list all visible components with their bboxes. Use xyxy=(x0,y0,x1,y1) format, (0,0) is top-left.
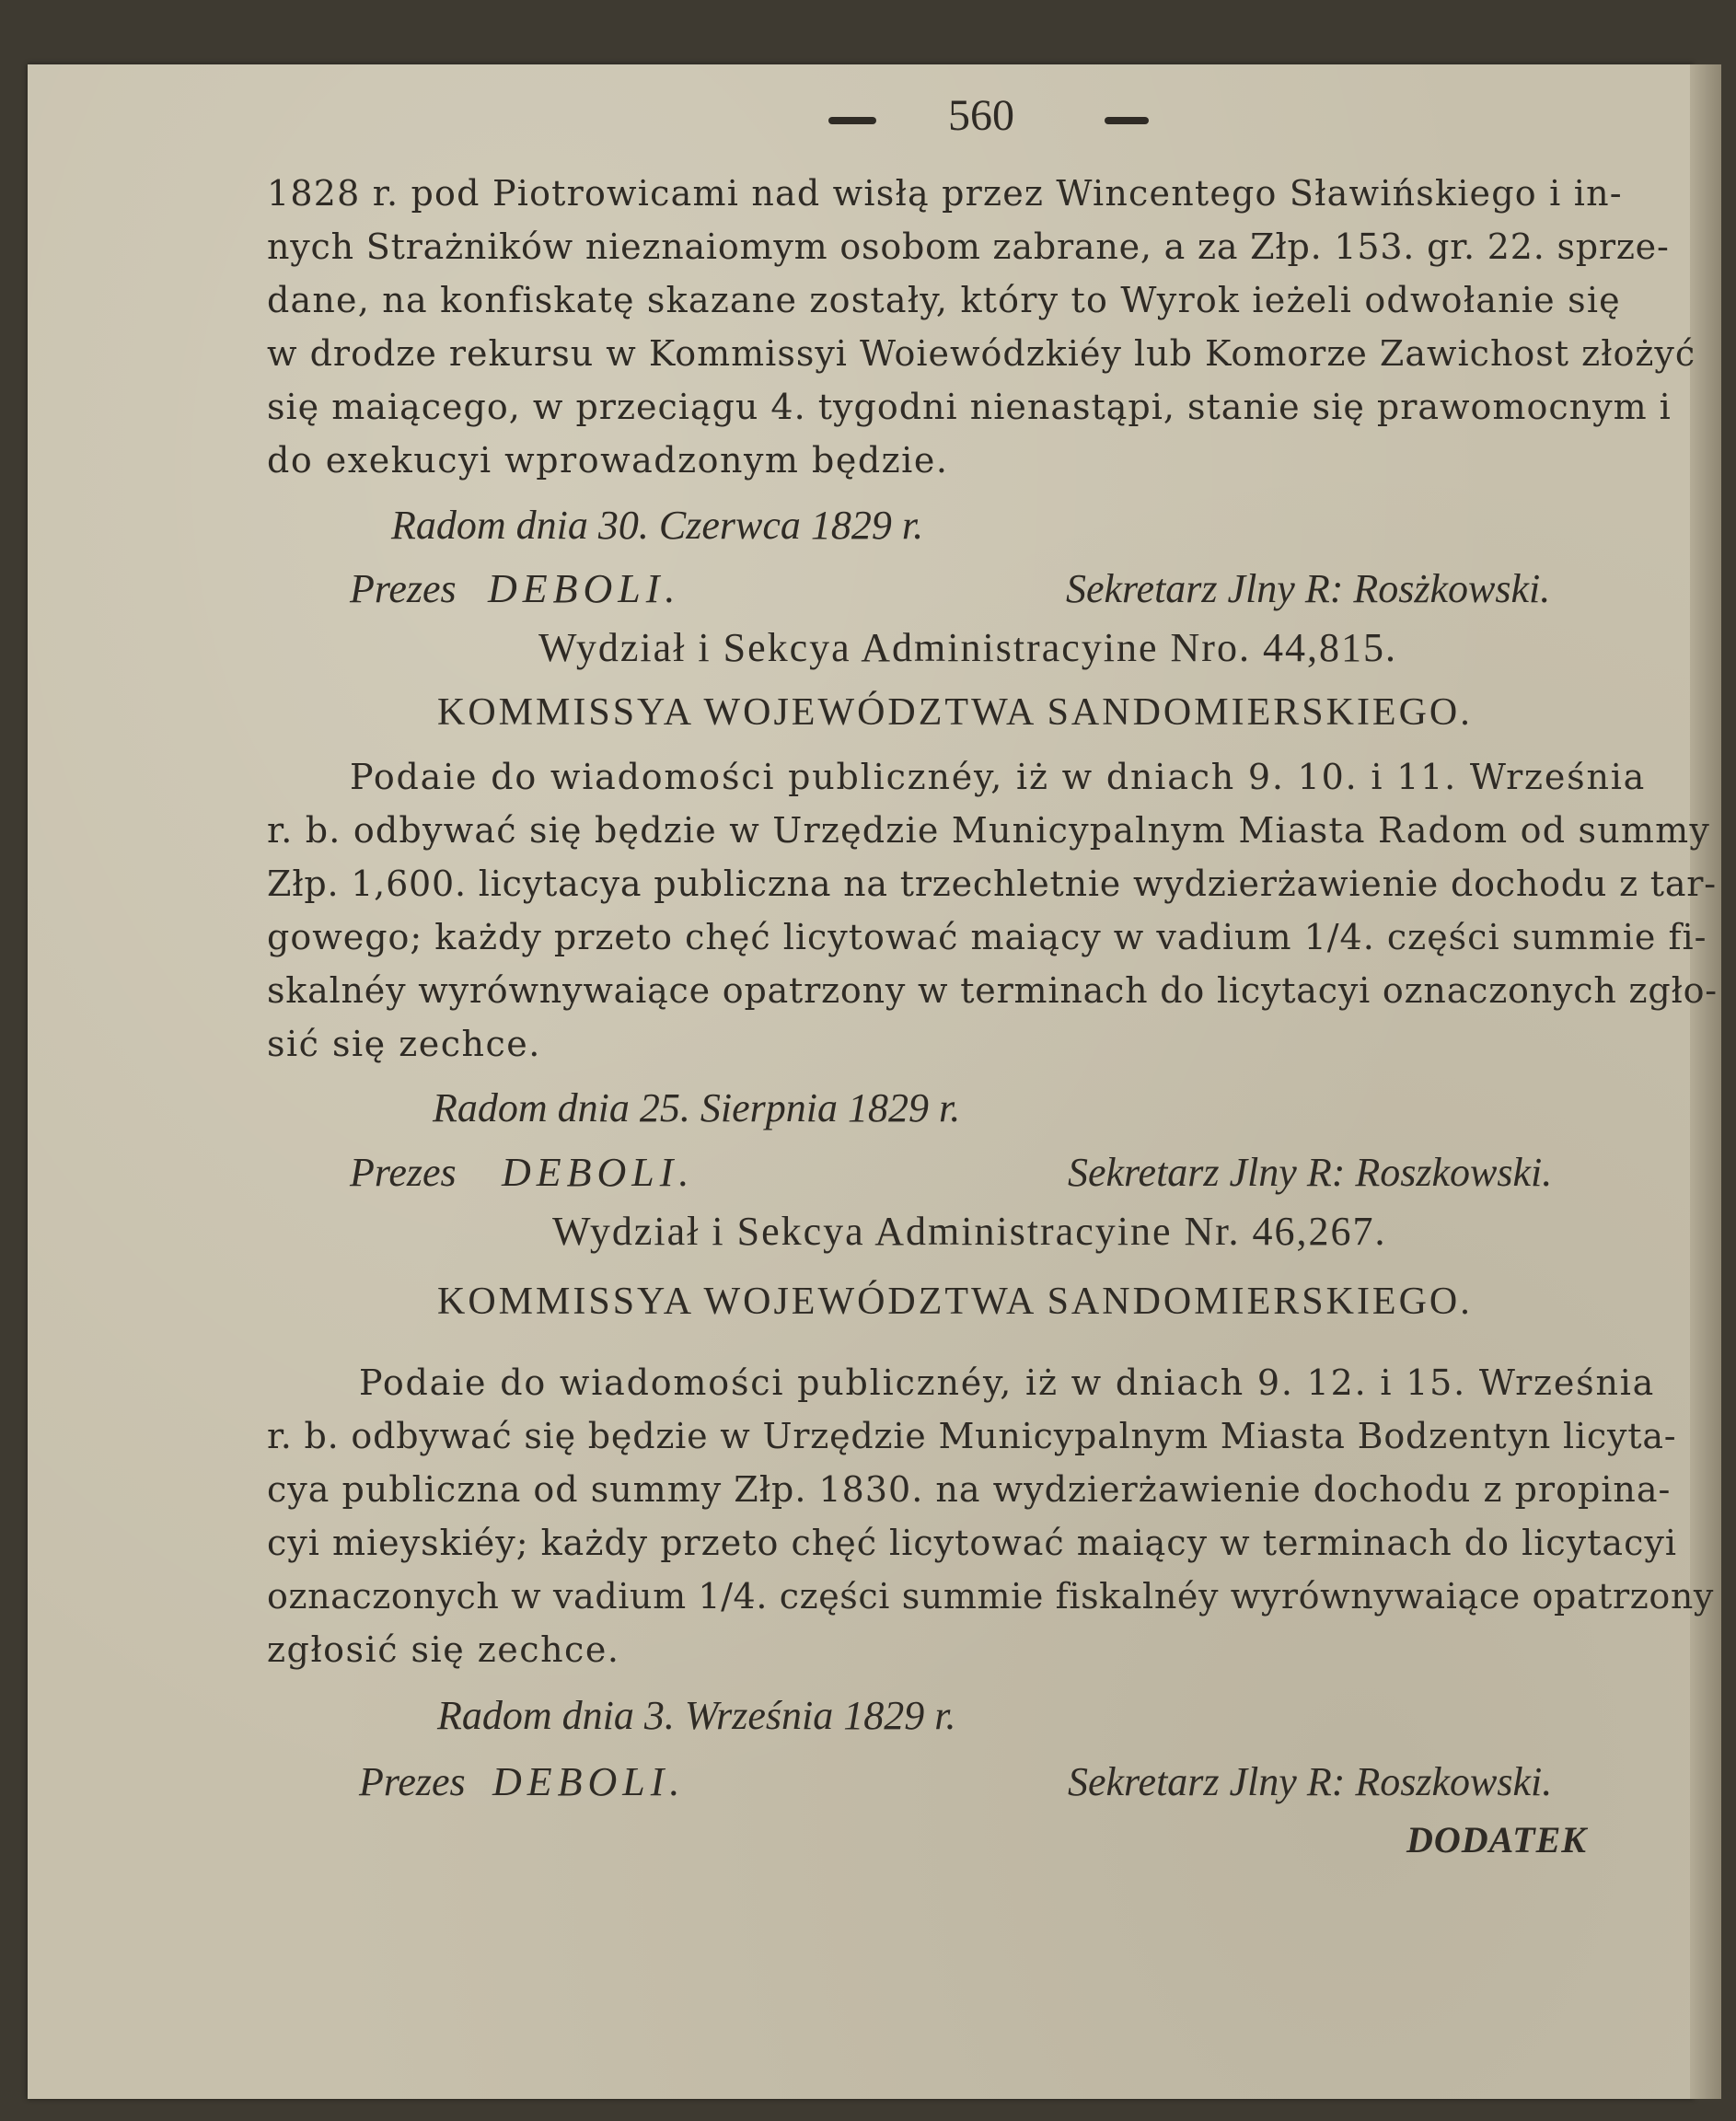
page-number: 560 xyxy=(948,91,1014,140)
header-ornament-right xyxy=(1105,117,1149,124)
notice1-president-title: Prezes xyxy=(350,566,457,611)
header-ornament-left xyxy=(828,117,876,124)
notice3-department: Wydział i Sekcya Administracyine Nr. 46,267. xyxy=(552,1209,1387,1254)
notice1-secretary: Sekretarz Jlny R: Rosżkowski. xyxy=(1066,566,1551,611)
notice2-president-title: Prezes xyxy=(350,1150,457,1195)
notice3-date: Radom dnia 3. Września 1829 r. xyxy=(437,1693,956,1738)
notice2-title: KOMMISSYA WOJEWÓDZTWA SANDOMIERSKIEGO. xyxy=(437,691,1473,734)
notice2-secretary: Sekretarz Jlny R: Roszkowski. xyxy=(1068,1150,1553,1195)
notice1-date: Radom dnia 30. Czerwca 1829 r. xyxy=(391,503,924,548)
notice1-line-3: dane, na konfiskatę skazane zostały, który to Wyrok ieżeli odwołanie się xyxy=(267,280,1621,320)
notice1-line-4: w drodze rekursu w Kommissyi Woiewódzkiéy lub Komorze Zawichost złożyć xyxy=(267,333,1696,374)
notice3-secretary: Sekretarz Jlny R: Roszkowski. xyxy=(1068,1759,1553,1804)
notice2-line-4: gowego; każdy przeto chęć licytować maiący w vadium 1/4. części summie fi- xyxy=(267,917,1707,957)
notice1-line-5: się maiącego, w przeciągu 4. tygodni nienastąpi, stanie się prawomocnym i xyxy=(267,387,1672,427)
notice2-line-6: sić się zechce. xyxy=(267,1024,541,1064)
notice1-line-2: nych Strażników nieznaiomym osobom zabrane, a za Złp. 153. gr. 22. sprze- xyxy=(267,226,1670,267)
notice1-president-name: DEBOLI. xyxy=(488,566,681,611)
notice2-line-2: r. b. odbywać się będzie w Urzędzie Municypalnym Miasta Radom od summy xyxy=(267,810,1711,851)
notice2-line-1: Podaie do wiadomości publicznéy, iż w dniach 9. 10. i 11. Września xyxy=(350,757,1647,797)
notice3-title: KOMMISSYA WOJEWÓDZTWA SANDOMIERSKIEGO. xyxy=(437,1281,1473,1323)
notice1-line-1: 1828 r. pod Piotrowicami nad wisłą przez Wincentego Sławińskiego i in- xyxy=(267,173,1623,214)
notice3-line-3: cya publiczna od summy Złp. 1830. na wydzierżawienie dochodu z propina- xyxy=(267,1469,1672,1510)
notice3-president-name: DEBOLI. xyxy=(492,1759,686,1804)
notice3-line-5: oznaczonych w vadium 1/4. części summie fiskalnéy wyrównywaiące opatrzony xyxy=(267,1576,1715,1617)
notice3-line-1: Podaie do wiadomości publicznéy, iż w dniach 9. 12. i 15. Września xyxy=(359,1362,1656,1403)
notice3-line-4: cyi mieyskiéy; każdy przeto chęć licytować maiący w terminach do licytacyi xyxy=(267,1523,1677,1563)
notice1-line-6: do exekucyi wprowadzonym będzie. xyxy=(267,440,949,481)
notice3-president-title: Prezes xyxy=(359,1759,466,1804)
notice2-line-5: skalnéy wyrównywaiące opatrzony w terminach do licytacyi oznaczonych zgło- xyxy=(267,970,1718,1011)
notice2-department: Wydział i Sekcya Administracyine Nro. 44,815. xyxy=(538,625,1397,670)
notice3-line-2: r. b. odbywać się będzie w Urzędzie Municypalnym Miasta Bodzentyn licyta- xyxy=(267,1416,1677,1456)
notice2-date: Radom dnia 25. Sierpnia 1829 r. xyxy=(433,1085,961,1130)
notice3-line-6: zgłosić się zechce. xyxy=(267,1629,620,1670)
catchword: DODATEK xyxy=(1406,1819,1587,1860)
notice2-president-name: DEBOLI. xyxy=(502,1150,695,1195)
notice2-line-3: Złp. 1,600. licytacya publiczna na trzechletnie wydzierżawienie dochodu z tar- xyxy=(267,863,1717,904)
